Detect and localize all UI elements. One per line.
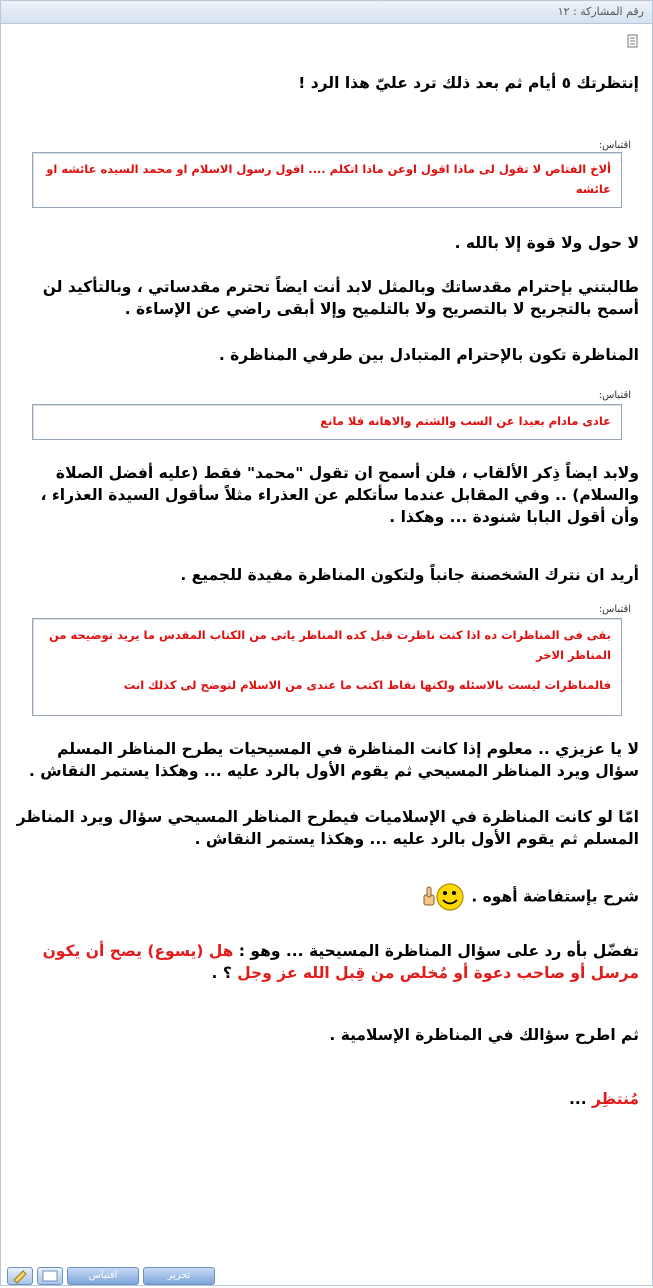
post-number: رقم المشاركة : ١٢ [557, 5, 644, 18]
quote-box [32, 404, 622, 440]
post-header-bar [1, 1, 652, 24]
quote-box [32, 618, 622, 716]
paragraph: المناظرة تكون بالإحترام المتبادل بين طرفي المناظرة . [218, 346, 639, 364]
post-actions-bar [1, 1262, 652, 1284]
thumbs-up-smiley-icon [420, 882, 466, 912]
paragraph: ولابد ايضاً ذِكر الألقاب ، فلن أسمح ان تقول "محمد" فقط (عليه أفضل الصلاة والسلام) .. وفي المقابل عندما سأتكلم عن العذراء مثلاً سأقول السيدة العذراء ، وأن أقول البابا شنودة ... وهكذا . [40, 464, 639, 526]
pencil-icon [8, 1268, 32, 1284]
paragraph-text: ؟ . [211, 964, 238, 982]
paragraph [13, 940, 639, 984]
highlight-question: هل (يسوع) يصح أن يكون مرسل أو صاحب دعوة أو مُخلص من قِبل الله عز وجل [42, 942, 639, 982]
quote-label: اقتباس: [598, 604, 631, 615]
quote-text: فالمناظرات ليست بالاسئله ولكنها نقاط اكتب ما عندى من الاسلام لتوضح لى كذلك انت [123, 678, 611, 692]
multiquote-icon [38, 1268, 62, 1284]
paragraph-text: تفضّل بأه رد على سؤال المناظرة المسيحية ... وهو : [233, 942, 639, 960]
paragraph: لا يا عزيزي .. معلوم إذا كانت المناظرة في المسيحيات يطرح المناظر المسلم سؤال ويرد المناظر المسيحي ثم يقوم الأول بالرد عليه ... وهكذا يستمر النقاش . [29, 740, 639, 780]
edit-button[interactable]: تحرير [143, 1267, 215, 1285]
quote-text: بقى فى المناظرات ده اذا كنت ناظرت قبل كده المناظر ياتى من الكتاب المقدس ما يريد توضيحه من المناظر الاخر [49, 628, 611, 662]
quote-label: اقتباس: [598, 140, 631, 151]
paragraph [13, 1088, 639, 1110]
paragraph: أريد ان نترك الشخصنة جانباً ولتكون المناظرة مفيدة للجميع . [180, 566, 639, 584]
quote-text: ألاخ الفتاص لا تقول لى ماذا اقول اوعن ماذا اتكلم .... اقول رسول الاسلام او محمد السيده عائشه او عائشه [46, 162, 611, 196]
paragraph: امّا لو كانت المناظرة في الإسلاميات فيطرح المناظر المسيحي سؤال ويرد المناظر المسلم ثم يقوم الأول بالرد عليه ... وهكذا يستمر النقاش . [16, 808, 639, 848]
post-icon [627, 34, 639, 48]
multiquote-button[interactable] [37, 1267, 63, 1285]
paragraph: طالبتني بإحترام مقدساتك وبالمثل لابد أنت ايضاً تحترم مقدساتي ، وبالتأكيد لن أسمح بالتجريح لا بالتصريح ولا بالتلميح وإلا أبقى راضي عن الإساءة . [42, 278, 639, 318]
quote-text: عادى مادام بعيدا عن السب والشتم والاهانه فلا مانع [320, 414, 611, 428]
quote-box [32, 152, 622, 208]
paragraph: إنتظرتك ٥ أيام ثم بعد ذلك ترد عليّ هذا الرد ! [298, 74, 639, 92]
paragraph-text: شرح بإستفاضة أهوه . [471, 887, 639, 906]
quote-label: اقتباس: [598, 390, 631, 401]
paragraph: ثم اطرح سؤالك في المناظرة الإسلامية . [329, 1026, 639, 1044]
quote-button[interactable]: اقتباس [67, 1267, 139, 1285]
paragraph [13, 882, 639, 912]
waiting-word: مُنتظِر [592, 1090, 639, 1108]
edit-pencil-button[interactable] [7, 1267, 33, 1285]
paragraph: لا حول ولا قوة إلا بالله . [454, 234, 639, 252]
paragraph-text: ... [568, 1090, 592, 1108]
